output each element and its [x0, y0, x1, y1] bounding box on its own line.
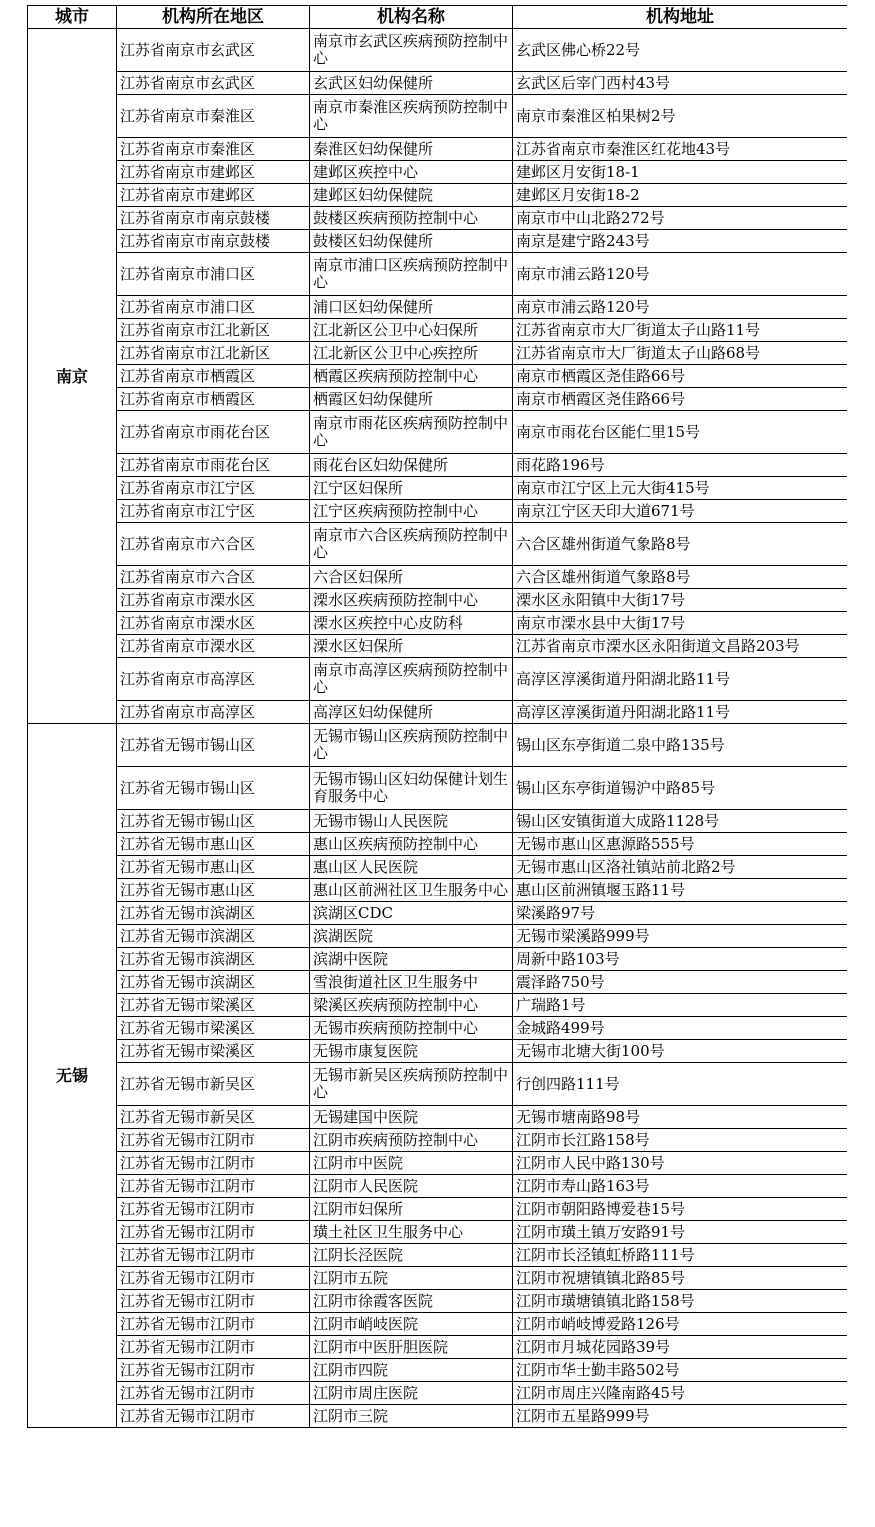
address-cell: 无锡市惠山区惠源路555号: [513, 833, 848, 856]
table-row: [28, 207, 848, 230]
region-cell: 江苏省无锡市惠山区: [117, 879, 310, 902]
city-cell: 无锡: [28, 724, 117, 1428]
table-row: [28, 253, 848, 296]
institution-name-cell: 江阴市三院: [310, 1405, 513, 1428]
institution-name-cell: 栖霞区妇幼保健所: [310, 388, 513, 411]
region-cell: 江苏省无锡市江阴市: [117, 1405, 310, 1428]
address-cell: 江苏省南京市溧水区永阳街道文昌路203号: [513, 635, 848, 658]
table-row: [28, 184, 848, 207]
region-cell: 江苏省南京市溧水区: [117, 635, 310, 658]
institution-name-cell: 南京市六合区疾病预防控制中心: [310, 523, 513, 566]
region-cell: 江苏省无锡市江阴市: [117, 1198, 310, 1221]
region-cell: 江苏省无锡市梁溪区: [117, 1017, 310, 1040]
address-cell: 雨花路196号: [513, 454, 848, 477]
region-cell: 江苏省南京市南京鼓楼: [117, 207, 310, 230]
institution-name-cell: 惠山区疾病预防控制中心: [310, 833, 513, 856]
region-cell: 江苏省无锡市滨湖区: [117, 925, 310, 948]
address-cell: 惠山区前洲镇堰玉路11号: [513, 879, 848, 902]
header-city: 城市: [28, 6, 117, 29]
address-cell: 行创四路111号: [513, 1063, 848, 1106]
table-row: [28, 411, 848, 454]
address-cell: 江阴市长泾镇虹桥路111号: [513, 1244, 848, 1267]
address-cell: 建邺区月安街18-2: [513, 184, 848, 207]
region-cell: 江苏省南京市高淳区: [117, 701, 310, 724]
table-row: [28, 701, 848, 724]
address-cell: 江阴市月城花园路39号: [513, 1336, 848, 1359]
region-cell: 江苏省南京市玄武区: [117, 29, 310, 72]
region-cell: 江苏省无锡市江阴市: [117, 1359, 310, 1382]
institution-name-cell: 高淳区妇幼保健所: [310, 701, 513, 724]
region-cell: 江苏省南京市南京鼓楼: [117, 230, 310, 253]
institution-name-cell: 惠山区人民医院: [310, 856, 513, 879]
institution-name-cell: 无锡市锡山人民医院: [310, 810, 513, 833]
region-cell: 江苏省无锡市江阴市: [117, 1152, 310, 1175]
institution-name-cell: 江北新区公卫中心疾控所: [310, 342, 513, 365]
institution-name-cell: 南京市雨花区疾病预防控制中心: [310, 411, 513, 454]
address-cell: 江阴市璜土镇万安路91号: [513, 1221, 848, 1244]
region-cell: 江苏省无锡市江阴市: [117, 1267, 310, 1290]
institution-name-cell: 滨湖医院: [310, 925, 513, 948]
table-row: [28, 879, 848, 902]
region-cell: 江苏省南京市建邺区: [117, 184, 310, 207]
institution-name-cell: 南京市秦淮区疾病预防控制中心: [310, 95, 513, 138]
institution-name-cell: 南京市浦口区疾病预防控制中心: [310, 253, 513, 296]
institution-name-cell: 璜土社区卫生服务中心: [310, 1221, 513, 1244]
region-cell: 江苏省南京市雨花台区: [117, 454, 310, 477]
institution-name-cell: 江阴市周庄医院: [310, 1382, 513, 1405]
address-cell: 南京市溧水县中大街17号: [513, 612, 848, 635]
institution-name-cell: 建邺区妇幼保健院: [310, 184, 513, 207]
region-cell: 江苏省南京市栖霞区: [117, 388, 310, 411]
address-cell: 江阴市人民中路130号: [513, 1152, 848, 1175]
table-row: [28, 29, 848, 72]
region-cell: 江苏省南京市浦口区: [117, 253, 310, 296]
address-cell: 溧水区永阳镇中大街17号: [513, 589, 848, 612]
address-cell: 锡山区安镇街道大成路1128号: [513, 810, 848, 833]
address-cell: 江阴市朝阳路博爱巷15号: [513, 1198, 848, 1221]
institution-name-cell: 无锡市新吴区疾病预防控制中心: [310, 1063, 513, 1106]
header-row: [28, 6, 848, 29]
address-cell: 高淳区淳溪街道丹阳湖北路11号: [513, 701, 848, 724]
address-cell: 无锡市惠山区洛社镇站前北路2号: [513, 856, 848, 879]
region-cell: 江苏省无锡市江阴市: [117, 1175, 310, 1198]
region-cell: 江苏省南京市江北新区: [117, 342, 310, 365]
address-cell: 南京市雨花台区能仁里15号: [513, 411, 848, 454]
address-cell: 玄武区佛心桥22号: [513, 29, 848, 72]
institution-name-cell: 南京市玄武区疾病预防控制中心: [310, 29, 513, 72]
address-cell: 南京市中山北路272号: [513, 207, 848, 230]
institution-name-cell: 雨花台区妇幼保健所: [310, 454, 513, 477]
table-row: [28, 856, 848, 879]
institution-name-cell: 江宁区疾病预防控制中心: [310, 500, 513, 523]
address-cell: 锡山区东亭街道二泉中路135号: [513, 724, 848, 767]
region-cell: 江苏省无锡市江阴市: [117, 1313, 310, 1336]
region-cell: 江苏省无锡市梁溪区: [117, 1040, 310, 1063]
institution-name-cell: 建邺区疾控中心: [310, 161, 513, 184]
institution-name-cell: 滨湖中医院: [310, 948, 513, 971]
table-row: [28, 523, 848, 566]
address-cell: 江阴市周庄兴隆南路45号: [513, 1382, 848, 1405]
address-cell: 南京市秦淮区柏果树2号: [513, 95, 848, 138]
institution-name-cell: 无锡建国中医院: [310, 1106, 513, 1129]
region-cell: 江苏省无锡市江阴市: [117, 1336, 310, 1359]
table-row: [28, 1336, 848, 1359]
region-cell: 江苏省无锡市江阴市: [117, 1290, 310, 1313]
institution-name-cell: 溧水区疾控中心皮防科: [310, 612, 513, 635]
address-cell: 无锡市塘南路98号: [513, 1106, 848, 1129]
institution-name-cell: 雪浪街道社区卫生服务中: [310, 971, 513, 994]
region-cell: 江苏省南京市秦淮区: [117, 138, 310, 161]
address-cell: 南京是建宁路243号: [513, 230, 848, 253]
table-row: [28, 500, 848, 523]
region-cell: 江苏省南京市六合区: [117, 523, 310, 566]
table-row: [28, 477, 848, 500]
table-row: [28, 1175, 848, 1198]
table-row: [28, 1313, 848, 1336]
institution-name-cell: 浦口区妇幼保健所: [310, 296, 513, 319]
address-cell: 高淳区淳溪街道丹阳湖北路11号: [513, 658, 848, 701]
address-cell: 南京市栖霞区尧佳路66号: [513, 365, 848, 388]
region-cell: 江苏省无锡市江阴市: [117, 1221, 310, 1244]
table-row: [28, 342, 848, 365]
table-row: [28, 454, 848, 477]
table-row: [28, 1040, 848, 1063]
table-row: [28, 810, 848, 833]
institution-name-cell: 江阴长泾医院: [310, 1244, 513, 1267]
region-cell: 江苏省无锡市锡山区: [117, 767, 310, 810]
table-row: [28, 1063, 848, 1106]
region-cell: 江苏省南京市溧水区: [117, 589, 310, 612]
table-row: [28, 833, 848, 856]
institution-name-cell: 秦淮区妇幼保健所: [310, 138, 513, 161]
region-cell: 江苏省南京市秦淮区: [117, 95, 310, 138]
address-cell: 江阴市寿山路163号: [513, 1175, 848, 1198]
institution-name-cell: 鼓楼区妇幼保健所: [310, 230, 513, 253]
table-row: [28, 658, 848, 701]
institution-table: [27, 5, 847, 1428]
address-cell: 南京市栖霞区尧佳路66号: [513, 388, 848, 411]
address-cell: 梁溪路97号: [513, 902, 848, 925]
table-row: [28, 767, 848, 810]
table-row: [28, 296, 848, 319]
region-cell: 江苏省无锡市锡山区: [117, 810, 310, 833]
address-cell: 南京江宁区天印大道671号: [513, 500, 848, 523]
table-row: [28, 161, 848, 184]
region-cell: 江苏省南京市建邺区: [117, 161, 310, 184]
address-cell: 江阴市璜塘镇镇北路158号: [513, 1290, 848, 1313]
table-row: [28, 1267, 848, 1290]
institution-name-cell: 无锡市康复医院: [310, 1040, 513, 1063]
address-cell: 南京市江宁区上元大街415号: [513, 477, 848, 500]
address-cell: 无锡市梁溪路999号: [513, 925, 848, 948]
table-row: [28, 1129, 848, 1152]
institution-name-cell: 江阴市疾病预防控制中心: [310, 1129, 513, 1152]
table-row: [28, 971, 848, 994]
institution-name-cell: 江阴市妇保所: [310, 1198, 513, 1221]
address-cell: 六合区雄州街道气象路8号: [513, 566, 848, 589]
institution-table-sheet: [27, 5, 847, 1527]
table-row: [28, 95, 848, 138]
address-cell: 广瑞路1号: [513, 994, 848, 1017]
institution-name-cell: 江阴市峭岐医院: [310, 1313, 513, 1336]
region-cell: 江苏省无锡市梁溪区: [117, 994, 310, 1017]
region-cell: 江苏省无锡市滨湖区: [117, 971, 310, 994]
region-cell: 江苏省无锡市江阴市: [117, 1244, 310, 1267]
institution-name-cell: 无锡市锡山区妇幼保健计划生育服务中心: [310, 767, 513, 810]
table-row: [28, 72, 848, 95]
address-cell: 江阴市峭岐博爱路126号: [513, 1313, 848, 1336]
table-row: [28, 925, 848, 948]
region-cell: 江苏省无锡市滨湖区: [117, 948, 310, 971]
region-cell: 江苏省南京市溧水区: [117, 612, 310, 635]
address-cell: 六合区雄州街道气象路8号: [513, 523, 848, 566]
institution-name-cell: 江阴市中医院: [310, 1152, 513, 1175]
address-cell: 锡山区东亭街道锡沪中路85号: [513, 767, 848, 810]
address-cell: 震泽路750号: [513, 971, 848, 994]
region-cell: 江苏省无锡市惠山区: [117, 833, 310, 856]
region-cell: 江苏省无锡市滨湖区: [117, 902, 310, 925]
address-cell: 江苏省南京市大厂街道太子山路68号: [513, 342, 848, 365]
address-cell: 江苏省南京市大厂街道太子山路11号: [513, 319, 848, 342]
address-cell: 玄武区后宰门西村43号: [513, 72, 848, 95]
table-row: [28, 566, 848, 589]
address-cell: 江苏省南京市秦淮区红花地43号: [513, 138, 848, 161]
region-cell: 江苏省南京市江宁区: [117, 500, 310, 523]
region-cell: 江苏省南京市栖霞区: [117, 365, 310, 388]
address-cell: 金城路499号: [513, 1017, 848, 1040]
institution-name-cell: 江宁区妇保所: [310, 477, 513, 500]
table-body: [28, 29, 848, 1428]
header-institution-address: 机构地址: [513, 6, 848, 29]
table-row: [28, 589, 848, 612]
table-row: [28, 230, 848, 253]
region-cell: 江苏省南京市浦口区: [117, 296, 310, 319]
address-cell: 无锡市北塘大街100号: [513, 1040, 848, 1063]
institution-name-cell: 江北新区公卫中心妇保所: [310, 319, 513, 342]
institution-name-cell: 江阴市五院: [310, 1267, 513, 1290]
region-cell: 江苏省南京市雨花台区: [117, 411, 310, 454]
table-row: [28, 1198, 848, 1221]
table-row: [28, 1405, 848, 1428]
region-cell: 江苏省无锡市惠山区: [117, 856, 310, 879]
region-cell: 江苏省南京市六合区: [117, 566, 310, 589]
address-cell: 江阴市华士勤丰路502号: [513, 1359, 848, 1382]
table-row: [28, 1359, 848, 1382]
table-row: [28, 1290, 848, 1313]
region-cell: 江苏省无锡市新吴区: [117, 1063, 310, 1106]
region-cell: 江苏省南京市江北新区: [117, 319, 310, 342]
header-region: 机构所在地区: [117, 6, 310, 29]
institution-name-cell: 溧水区疾病预防控制中心: [310, 589, 513, 612]
institution-name-cell: 鼓楼区疾病预防控制中心: [310, 207, 513, 230]
institution-name-cell: 江阴市徐霞客医院: [310, 1290, 513, 1313]
institution-name-cell: 六合区妇保所: [310, 566, 513, 589]
institution-name-cell: 玄武区妇幼保健所: [310, 72, 513, 95]
table-row: [28, 1152, 848, 1175]
table-row: [28, 902, 848, 925]
header-institution-name: 机构名称: [310, 6, 513, 29]
table-row: [28, 319, 848, 342]
region-cell: 江苏省无锡市江阴市: [117, 1129, 310, 1152]
address-cell: 江阴市长江路158号: [513, 1129, 848, 1152]
table-row: [28, 1382, 848, 1405]
address-cell: 江阴市祝塘镇镇北路85号: [513, 1267, 848, 1290]
address-cell: 周新中路103号: [513, 948, 848, 971]
institution-name-cell: 滨湖区CDC: [310, 902, 513, 925]
table-row: [28, 1017, 848, 1040]
table-row: [28, 1106, 848, 1129]
region-cell: 江苏省无锡市新吴区: [117, 1106, 310, 1129]
institution-name-cell: 溧水区妇保所: [310, 635, 513, 658]
institution-name-cell: 栖霞区疾病预防控制中心: [310, 365, 513, 388]
institution-name-cell: 江阴市人民医院: [310, 1175, 513, 1198]
region-cell: 江苏省无锡市锡山区: [117, 724, 310, 767]
institution-name-cell: 江阴市四院: [310, 1359, 513, 1382]
address-cell: 南京市浦云路120号: [513, 296, 848, 319]
region-cell: 江苏省南京市高淳区: [117, 658, 310, 701]
address-cell: 江阴市五星路999号: [513, 1405, 848, 1428]
region-cell: 江苏省无锡市江阴市: [117, 1382, 310, 1405]
institution-name-cell: 惠山区前洲社区卫生服务中心: [310, 879, 513, 902]
institution-name-cell: 无锡市疾病预防控制中心: [310, 1017, 513, 1040]
address-cell: 南京市浦云路120号: [513, 253, 848, 296]
institution-name-cell: 江阴市中医肝胆医院: [310, 1336, 513, 1359]
table-row: [28, 612, 848, 635]
table-row: [28, 994, 848, 1017]
address-cell: 建邺区月安街18-1: [513, 161, 848, 184]
institution-name-cell: 南京市高淳区疾病预防控制中心: [310, 658, 513, 701]
institution-name-cell: 梁溪区疾病预防控制中心: [310, 994, 513, 1017]
region-cell: 江苏省南京市玄武区: [117, 72, 310, 95]
table-row: [28, 1221, 848, 1244]
table-row: [28, 365, 848, 388]
table-row: [28, 948, 848, 971]
region-cell: 江苏省南京市江宁区: [117, 477, 310, 500]
table-row: [28, 724, 848, 767]
table-row: [28, 635, 848, 658]
table-row: [28, 138, 848, 161]
institution-name-cell: 无锡市锡山区疾病预防控制中心: [310, 724, 513, 767]
table-row: [28, 388, 848, 411]
table-row: [28, 1244, 848, 1267]
city-cell: 南京: [28, 29, 117, 724]
